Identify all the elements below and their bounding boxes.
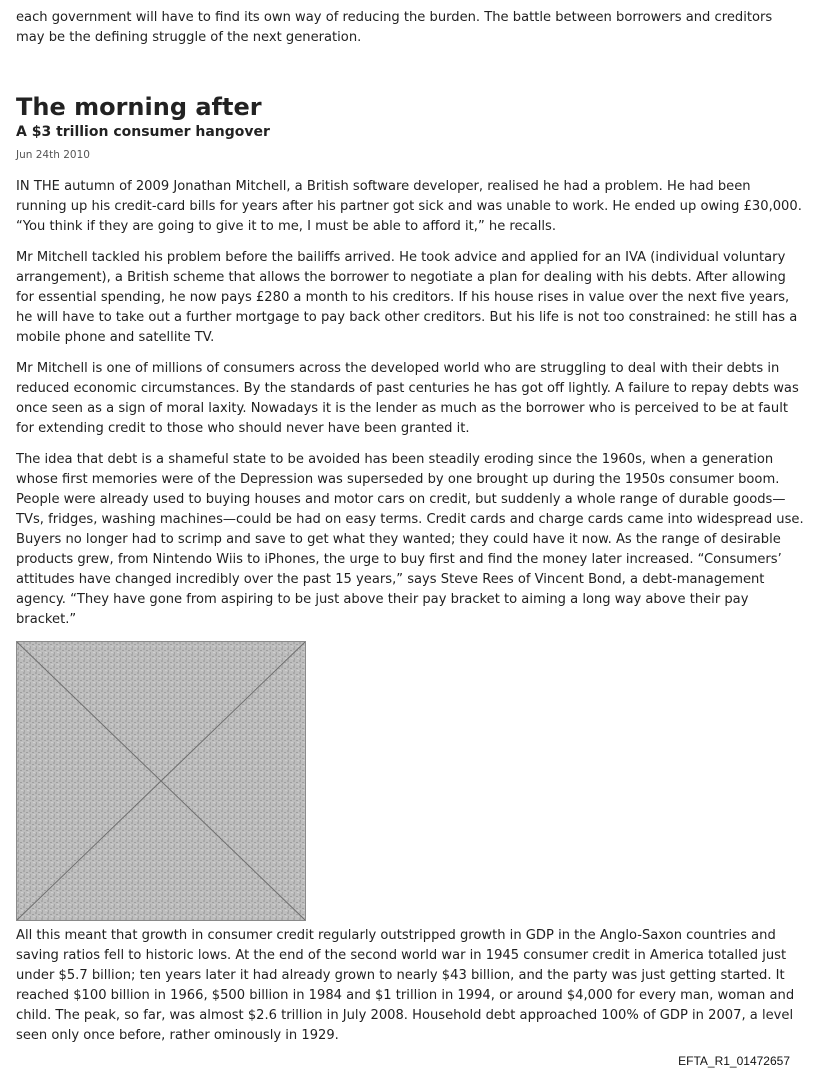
document-page <box>16 0 804 1057</box>
body-paragraph-1: IN THE autumn of 2009 Jonathan Mitchell, a British software developer, realised he had a problem. He had been running up his credit-card bills for years after his partner got sick and was unable to work. He ended up owing £30,000. “You think if they are going to give it to me, I must be able to afford it,” he recalls. <box>16 179 802 234</box>
intro-paragraph: each government will have to find its own way of reducing the burden. The battle between borrowers and creditors may be the defining struggle of the next generation. <box>16 10 773 45</box>
body-paragraph-5: All this meant that growth in consumer credit regularly outstripped growth in GDP in the Anglo-Saxon countries and saving ratios fell to historic lows. At the end of the second world war in 1945 consumer credit in America totalled just under $5.7 billion; ten years later it had already grown to nearly $43 billion, and the party was just getting started. It reached $100 billion in 1966, $500 billion in 1984 and $1 trillion in 1994, or around $4,000 for every man, woman and child. The peak, so far, was almost $2.6 trillion in July 2008. Household debt approached 100% of GDP in 2007, a level seen only once before, rather ominously in 1929. <box>16 928 795 1043</box>
document-id-stamp: EFTA_R1_01472657 <box>678 1054 790 1068</box>
body-paragraph-2: Mr Mitchell tackled his problem before the bailiffs arrived. He took advice and applied for an IVA (individual voluntary arrangement), a British scheme that allows the borrower to negotiate a plan for dealing with his debts. After allowing for essential spending, he now pays £280 a month to his creditors. If his house rises in value over the next five years, he will have to take out a further mortgage to pay back other creditors. But his life is not too constrained: he still has a mobile phone and satellite TV. <box>16 250 798 345</box>
article-subheadline: A $3 trillion consumer hangover <box>16 124 270 140</box>
article-headline: The morning after <box>16 93 262 121</box>
body-paragraph-4: The idea that debt is a shameful state to be avoided has been steadily eroding since the 1960s, when a generation whose first memories were of the Depression was superseded by one brought up during the 1950s consumer boom. People were already used to buying houses and motor cars on credit, but suddenly a whole range of durable goods—TVs, fridges, washing machines—could be had on easy terms. Credit cards and charge cards came into widespread use. Buyers no longer had to scrimp and save to get what they wanted; they could have it now. As the range of desirable products grew, from Nintendo Wiis to iPhones, the urge to buy first and find the money later increased. “Consumers’ attitudes have changed incredibly over the past 15 years,” says Steve Rees of Vincent Bond, a debt-management agency. “They have gone from aspiring to be just above their pay bracket to aiming a long way above their pay bracket.” <box>16 452 804 627</box>
body-paragraph-3: Mr Mitchell is one of millions of consumers across the developed world who are struggling to deal with their debts in reduced economic circumstances. By the standards of past centuries he has got off lightly. A failure to repay debts was once seen as a sign of moral laxity. Nowadays it is the lender as much as the borrower who is perceived to be at fault for extending credit to those who should never have been granted it. <box>16 361 799 436</box>
broken-image-icon <box>17 642 305 920</box>
article-date: Jun 24th 2010 <box>16 149 90 161</box>
missing-image-placeholder <box>16 641 306 921</box>
